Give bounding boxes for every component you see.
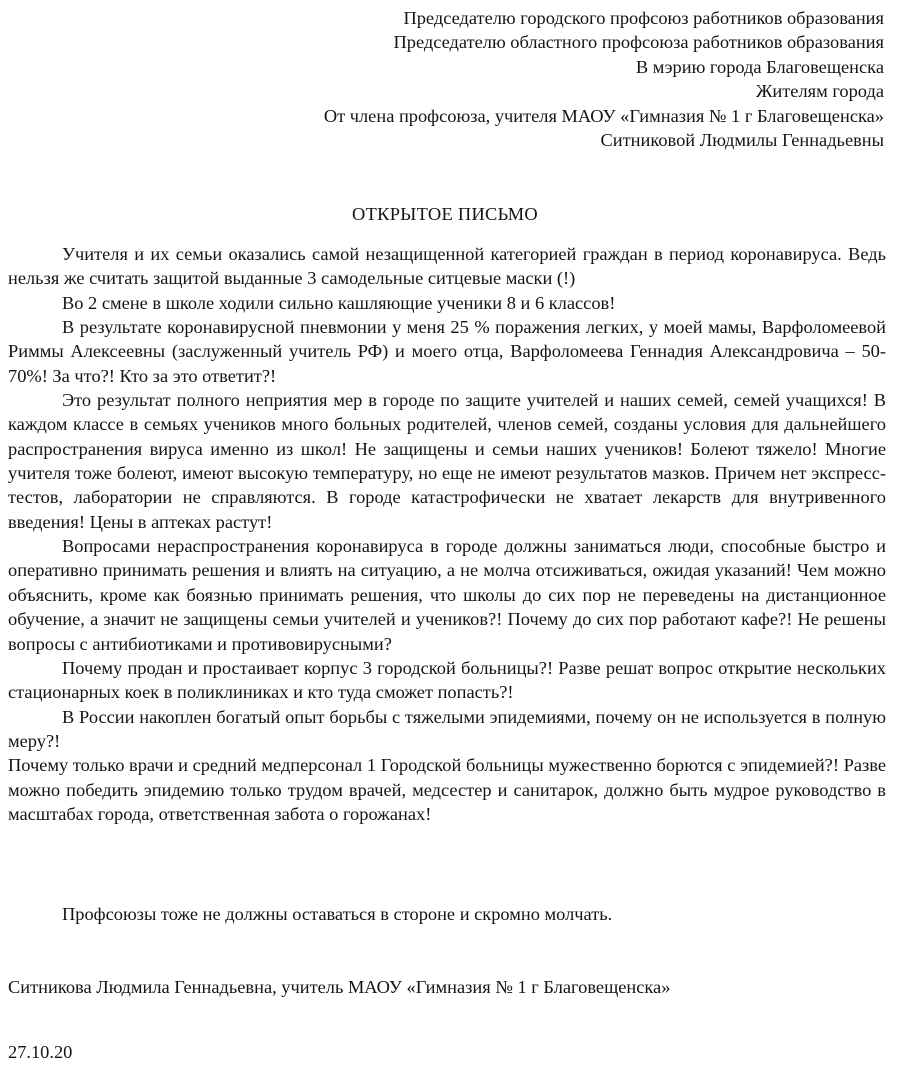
addressee-line: Жителям города: [755, 81, 884, 102]
sender-name: Ситниковой Людмилы Геннадьевны: [600, 130, 884, 151]
letter-body: [8, 242, 886, 826]
letter-date: 27.10.20: [8, 1042, 73, 1062]
letter-title: ОТКРЫТОЕ ПИСЬМО: [352, 204, 538, 224]
paragraph: В результате коронавирусной пневмонии у меня 25 % поражения легких, у моей мамы, Варфоломеевой Риммы Алексеевны (заслуженный учитель РФ) и моего отца, Варфоломеева Геннадия Александровича – 50-70%! За что?! Кто за это ответит?!: [8, 317, 886, 386]
addressee-line: Председателю городского профсоюз работников образования: [403, 8, 884, 28]
paragraph: В России накоплен богатый опыт борьбы с тяжелыми эпидемиями, почему он не используется в полную меру?!: [8, 706, 886, 751]
addressee-line: Председателю областного профсоюза работников образования: [393, 32, 884, 53]
sender-line: От члена профсоюза, учителя МАОУ «Гимназия № 1 г Благовещенска»: [323, 105, 884, 126]
paragraph: Это результат полного неприятия мер в городе по защите учителей и наших семей, семей учащихся! В каждом классе в семьях учеников много больных родителей, членов семей, созданы условия для дальнейшего распространения вируса именно из школ! Не защищены и семьи наших учеников! Болеют тяжело! Многие учителя тоже болеют, имеют высокую температуру, но еще не имеют результатов мазков. Причем нет экспресс-тестов, лаборатории не справляются. В городе катастрофически не хватает лекарств для внутривенного введения! Цены в аптеках растут!: [8, 390, 886, 532]
addressee-block: [4, 6, 884, 152]
addressee-line: В мэрию города Благовещенска: [635, 56, 884, 77]
paragraph: Почему только врачи и средний медперсонал 1 Городской больницы мужественно борются с эпидемией?! Разве можно победить эпидемию только трудом врачей, медсестер и санитарок, должно быть мудрое руководство в масштабах города, ответственная забота о горожанах!: [8, 755, 886, 824]
signature-line: Ситникова Людмила Геннадьевна, учитель МАОУ «Гимназия № 1 г Благовещенска»: [8, 977, 671, 997]
paragraph: Вопросами нераспространения коронавируса в городе должны заниматься люди, способные быстро и оперативно принимать решения и влиять на ситуацию, а не молча отсиживаться, ожидая указаний! Чем можно объяснить, кроме как боязнью принимать решения, что школы до сих пор не переведены на дистанционное обучение, а значит не защищены семьи учителей и учеников?! Почему до сих пор работают кафе?! Не решены вопросы с антибиотиками и противовирусными?: [8, 536, 886, 654]
paragraph: Учителя и их семьи оказались самой незащищенной категорией граждан в период коронавируса. Ведь нельзя же считать защитой выданные 3 самодельные ситцевые маски (!): [8, 244, 886, 289]
closing-line: Профсоюзы тоже не должны оставаться в стороне и скромно молчать.: [62, 904, 613, 924]
paragraph: Во 2 смене в школе ходили сильно кашляющие ученики 8 и 6 классов!: [62, 292, 616, 313]
paragraph: Почему продан и простаивает корпус 3 городской больницы?! Разве решат вопрос открытие нескольких стационарных коек в поликлиниках и кто туда сможет попасть?!: [8, 657, 886, 703]
